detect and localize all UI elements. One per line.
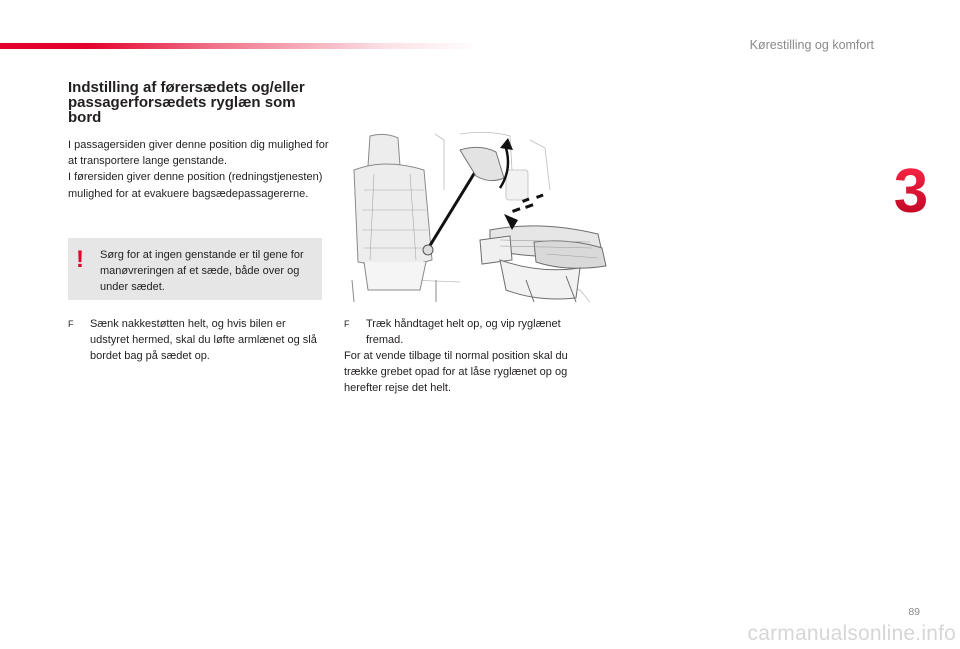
- step-item: [68, 316, 326, 365]
- page-number: 89: [908, 606, 920, 618]
- chapter-number: [888, 158, 934, 222]
- section-title: Kørestilling og komfort: [749, 38, 874, 52]
- warning-box: [68, 238, 322, 300]
- page-heading: Indstilling af førersædets og/eller passagerforsædets ryglæn som bord: [68, 79, 305, 126]
- header-accent-bar: [0, 43, 480, 49]
- return-note: For at vende tilbage til normal position skal du trække grebet opad for at låse ryglænet op og herefter rejse det helt.: [344, 350, 568, 395]
- seat-illustration: [340, 130, 612, 302]
- step-text: Sænk nakkestøtten helt, og hvis bilen er udstyret hermed, skal du løfte armlænet og slå bordet bag på sædet op.: [90, 318, 317, 363]
- step-bullet: F: [68, 319, 74, 329]
- warning-icon: !: [76, 246, 84, 273]
- step-bullet: F: [344, 319, 350, 329]
- step-text: Træk håndtaget helt op, og vip ryglænet fremad.: [366, 318, 561, 347]
- step-item: [344, 316, 594, 348]
- chapter-number-text: 3: [893, 158, 929, 222]
- intro-paragraph: I passagersiden giver denne position dig mulighed for at transportere lange genstande. I førersiden giver denne position (redningstjenesten) mulighed for at evakuere bagsædepassagererne.: [68, 139, 329, 200]
- warning-text: Sørg for at ingen genstande er til gene for manøvreringen af et sæde, både over og under sædet.: [100, 249, 304, 294]
- watermark-text: carmanualsonline.info: [747, 622, 956, 645]
